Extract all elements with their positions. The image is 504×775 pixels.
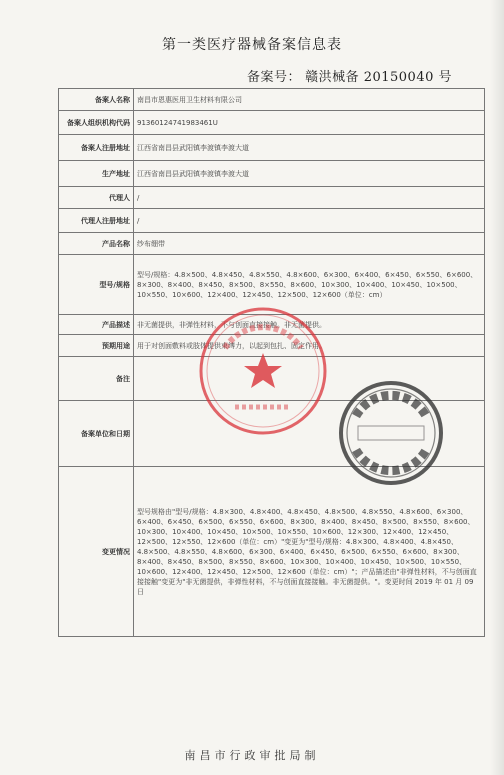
registration-table [58,88,485,637]
registration-number: 赣洪械备 20150040 号 [305,70,452,85]
value-model-spec: 型号/规格：4.8×500、4.8×450、4.8×550、4.8×600、6×300、6×400、6×450、6×550、6×600、8×300、8×400、8×450、8×500、8×550、8×600、10×300、10×400、10×450、10×500、10×550、10×600、12×400、12×450、12×500、12×600（单位：cm） [134,255,485,315]
row-registrant-name [59,89,485,111]
value-description: 非无菌提供，非弹性材料，不与创面直接接触。非无菌提供。 [134,315,485,335]
label-production-address: 生产地址 [59,161,134,187]
value-intended-use: 用于对创面敷料或肢体提供束缚力，以起到包扎、固定作用。 [134,335,485,357]
value-change-info: 型号规格由"型号/规格：4.8×300、4.8×400、4.8×450、4.8×500、4.8×550、4.8×600、6×300、6×400、6×450、6×500、6×550、6×600、8×300、8×400、8×450、8×500、8×550、8×600、10×300、10×400、10×450、10×500、10×550、10×600、12×300、12×400、12×450、12×500、12×550、12×600（单位：cm）"变更为"型号/规格：4.8×300、4.8×400、4.8×450、4.8×500、4.8×550、4.8×600、6×300、6×400、6×450、6×500、6×550、6×600、8×300、8×400、8×450、8×500、8×550、8×600、10×300、10×400、10×450、10×500、10×550、10×600、12×400、12×450、12×500、12×600（单位：cm）"；产品描述由"非弹性材料，不与创面直接接触"变更为"非无菌提供，非弹性材料，不与创面直接接触。非无菌提供。"。变更时间 2019 年 01 月 09 日 [134,467,485,637]
row-unit-date [59,401,485,467]
scan-edge-shadow [490,0,504,775]
row-agent-address [59,209,485,233]
label-product-name: 产品名称 [59,233,134,255]
row-agent [59,187,485,209]
label-agent: 代理人 [59,187,134,209]
document-title: 第一类医疗器械备案信息表 [162,37,342,53]
row-org-code [59,111,485,135]
document-footer: 南昌市行政审批局制 [184,749,320,762]
row-product-name [59,233,485,255]
label-intended-use: 预期用途 [59,335,134,357]
label-registrant-name: 备案人名称 [59,89,134,111]
row-production-address [59,161,485,187]
value-remarks [134,357,485,401]
row-remarks [59,357,485,401]
row-description [59,315,485,335]
registration-label: 备案号： [247,70,302,85]
value-org-code: 91360124741983461U [134,111,485,135]
row-reg-address [59,135,485,161]
value-agent: / [134,187,485,209]
label-change-info: 变更情况 [59,467,134,637]
value-unit-date [134,401,485,467]
label-model-spec: 型号/规格 [59,255,134,315]
row-intended-use [59,335,485,357]
row-model-spec [59,255,485,315]
value-registrant-name: 南昌市恩惠医用卫生材料有限公司 [134,89,485,111]
value-agent-address: / [134,209,485,233]
value-product-name: 纱布绷带 [134,233,485,255]
label-org-code: 备案人组织机构代码 [59,111,134,135]
value-reg-address: 江西省南昌县武阳镇李渡镇李渡大道 [134,135,485,161]
registration-number-row [243,66,452,85]
value-production-address: 江西省南昌县武阳镇李渡镇李渡大道 [134,161,485,187]
label-remarks: 备注 [59,357,134,401]
label-agent-address: 代理人注册地址 [59,209,134,233]
label-unit-date: 备案单位和日期 [59,401,134,467]
label-reg-address: 备案人注册地址 [59,135,134,161]
label-description: 产品描述 [59,315,134,335]
row-change-info [59,467,485,637]
